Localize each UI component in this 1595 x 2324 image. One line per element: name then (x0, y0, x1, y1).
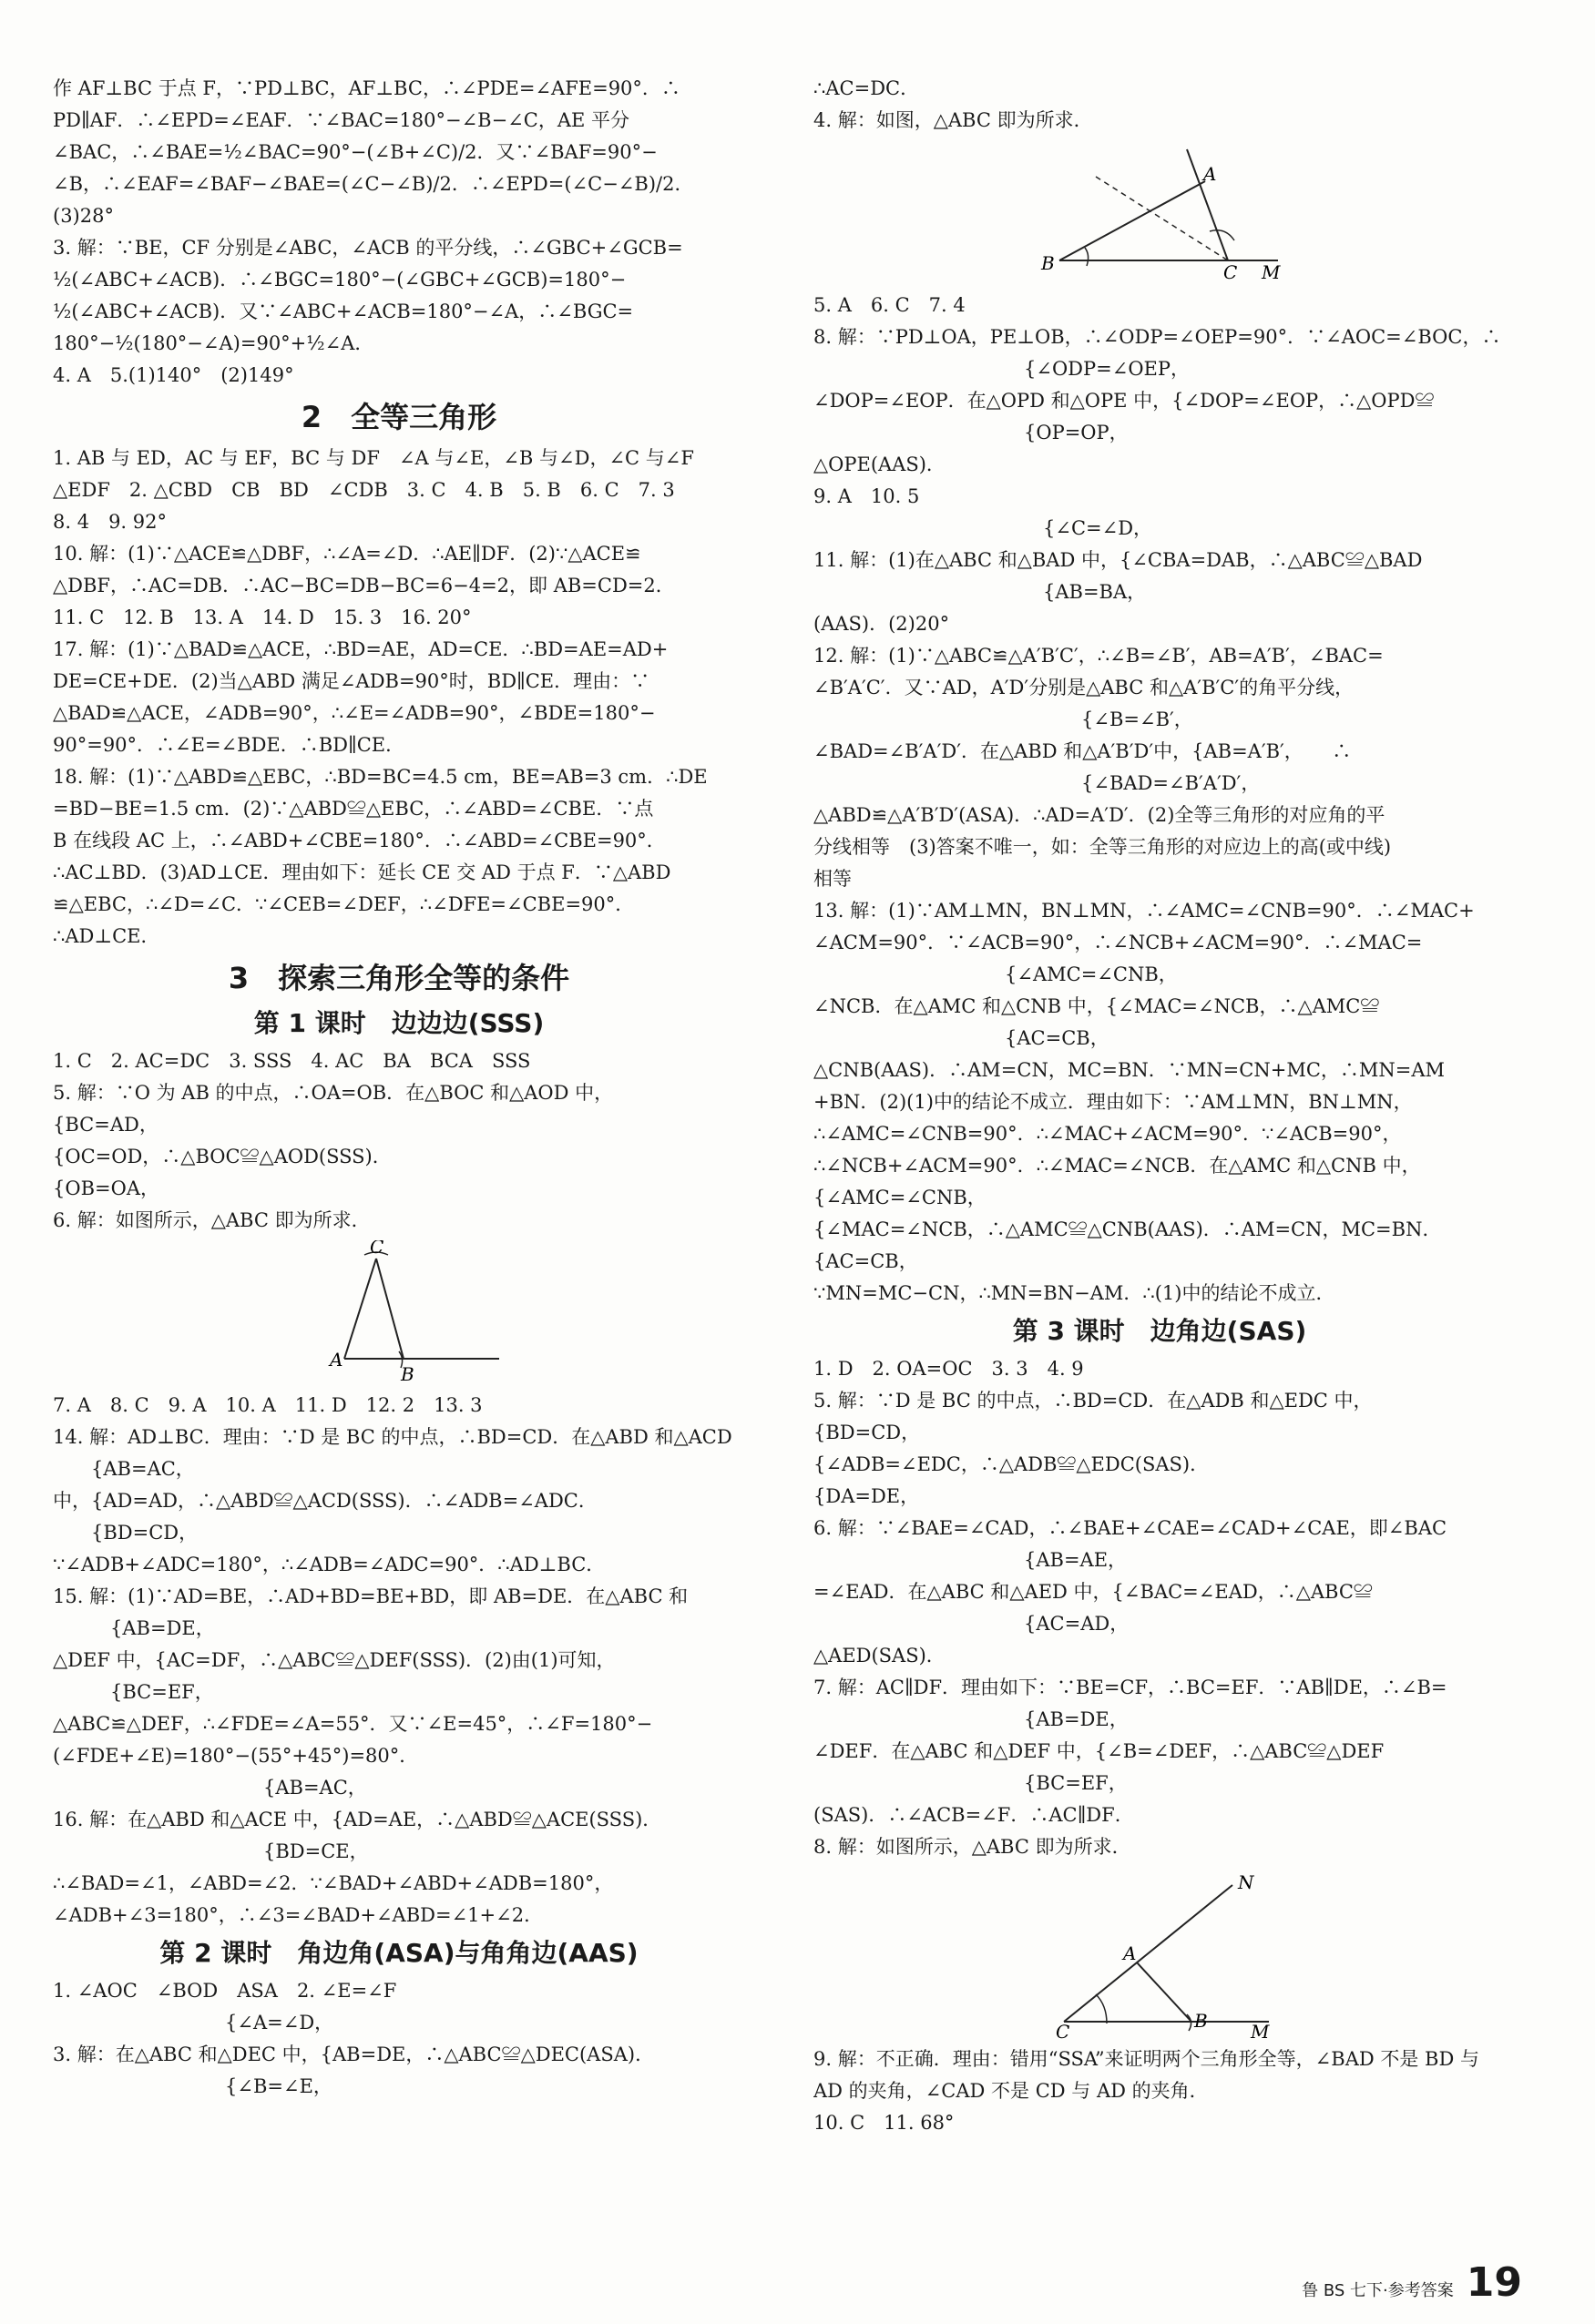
vertex-label: B (1194, 2010, 1208, 2032)
answer-line: 3. 解：∵BE，CF 分别是∠ABC，∠ACB 的平分线，∴∠GBC+∠GCB= (53, 237, 683, 259)
answer-line: AD 的夹角，∠CAD 不是 CD 与 AD 的夹角． (813, 2080, 1209, 2102)
answer-line: 分线相等 (3)答案不唯一，如：全等三角形的对应边上的高(或中线) (813, 836, 1392, 858)
answer-line: {∠ODP=∠OEP， (813, 358, 1191, 380)
answer-line: △BAD≌△ACE，∠ADB=90°，∴∠E=∠ADB=90°，∠BDE=180°− (53, 702, 656, 724)
answer-line: 5. 解：∵O 为 AB 的中点，∴OA=OB．在△BOC 和△AOD 中， (53, 1082, 614, 1104)
figure-triangle-abc (53, 1237, 745, 1390)
answer-block (813, 2044, 1506, 2139)
answer-line: 10. C 11. 68° (813, 2112, 955, 2134)
answer-line: 5. A 6. C 7. 4 (813, 294, 966, 316)
answer-line: {AB=AE， (813, 1549, 1128, 1571)
lesson-title: 第 1 课时 边边边(SSS) (253, 1008, 545, 1038)
answer-line: 12. 解：(1)∵△ABC≌△A′B′C′，∴∠B=∠B′，AB=A′B′，∠BAC= (813, 645, 1384, 667)
construction-figure (1023, 140, 1296, 286)
answer-block (813, 290, 1506, 1310)
answer-line: △EDF 2. △CBD CB BD ∠CDB 3. C 4. B 5. B 6. C 7. 3 (53, 479, 675, 501)
answer-line: △AED(SAS)． (813, 1645, 946, 1667)
answer-line: ∠B，∴∠EAF=∠BAF−∠BAE=(∠C−∠B)/2．∴∠EPD=(∠C−∠B)/2． (53, 173, 694, 195)
section-title: 3 探索三角形全等的条件 (228, 961, 570, 995)
answer-line: 6. 解：∵∠BAE=∠CAD，∴∠BAE+∠CAE=∠CAD+∠CAE，即∠BAC (813, 1517, 1447, 1539)
answer-line: {∠MAC=∠NCB，∴△AMC≌△CNB(AAS)．∴AM=CN，MC=BN． (813, 1218, 1442, 1240)
answer-line: {∠ADB=∠EDC，∴△ADB≌△EDC(SAS)． (813, 1453, 1210, 1475)
answer-line: (∠FDE+∠E)=180°−(55°+45°)=80°． (53, 1745, 419, 1767)
answer-line: +BN．(2)(1)中的结论不成立．理由如下：∵AM⊥MN，BN⊥MN， (813, 1091, 1413, 1113)
answer-line: 4. 解：如图，△ABC 即为所求． (813, 109, 1093, 131)
vertex-label: C (370, 1240, 384, 1258)
answer-line: 4. A 5.(1)140° (2)149° (53, 364, 294, 386)
answer-line: △DBF，∴AC=DB．∴AC−BC=DB−BC=6−4=2，即 AB=CD=2． (53, 575, 675, 596)
answer-line: 1. D 2. OA=OC 3. 3 4. 9 (813, 1358, 1084, 1380)
figure-angle-construction (813, 137, 1506, 290)
answer-line: 16. 解：在△ABD 和△ACE 中，{AD=AE，∴△ABD≌△ACE(SSS)． (53, 1809, 662, 1830)
answer-line: △ABD≌△A′B′D′(ASA)．∴AD=A′D′．(2)全等三角形的对应角的平 (813, 804, 1385, 826)
answer-block (813, 1353, 1506, 1863)
answer-line: {∠B=∠B′， (813, 708, 1193, 730)
answer-line: =∠EAD．在△ABC 和△AED 中，{∠BAC=∠EAD，∴△ABC≌ (813, 1581, 1373, 1603)
answer-line: 7. A 8. C 9. A 10. A 11. D 12. 2 13. 3 (53, 1394, 483, 1416)
vertex-label: M (1251, 2021, 1270, 2040)
answer-line: =BD−BE=1.5 cm．(2)∵△ABD≌△EBC，∴∠ABD=∠CBE．∵点 (53, 798, 654, 820)
answer-line: ∠BAD=∠B′A′D′．在△ABD 和△A′B′D′中，{AB=A′B′， ∴ (813, 740, 1352, 762)
answer-line: {OC=OD，∴△BOC≌△AOD(SSS)． (53, 1146, 392, 1167)
vertex-label: B (1041, 252, 1055, 274)
vertex-label: A (330, 1349, 343, 1371)
answer-line: PD∥AF．∴∠EPD=∠EAF．∵∠BAC=180°−∠B−∠C，AE 平分 (53, 109, 630, 131)
vertex-label: A (1203, 163, 1217, 185)
answer-line: ∠ADB+∠3=180°，∴∠3=∠BAD+∠ABD=∠1+∠2． (53, 1904, 544, 1926)
answer-line: {BD=CD， (813, 1422, 921, 1443)
answer-line: {BD=CD， (53, 1522, 199, 1544)
left-column (53, 73, 745, 2103)
answer-line: {∠AMC=∠CNB， (813, 1187, 987, 1208)
answer-line: 15. 解：(1)∵AD=BE，∴AD+BD=BE+BD，即 AB=DE．在△ABC 和 (53, 1585, 689, 1607)
answer-block (53, 73, 745, 392)
answer-line: {OB=OA， (53, 1177, 159, 1199)
answer-line: ∴AC⊥BD．(3)AD⊥CE．理由如下：延长 CE 交 AD 于点 F．∵△ABD (53, 861, 671, 883)
answer-line: 6. 解：如图所示，△ABC 即为所求． (53, 1209, 371, 1231)
answer-line: 9. A 10. 5 (813, 485, 920, 507)
answer-line: {∠A=∠D， (53, 2012, 334, 2034)
answer-block (53, 1390, 745, 1932)
answer-block (53, 443, 745, 953)
triangle-figure (290, 1240, 508, 1386)
answer-line: (SAS)．∴∠ACB=∠F．∴AC∥DF． (813, 1804, 1134, 1826)
vertex-label: N (1238, 1871, 1254, 1893)
answer-line: 13. 解：(1)∵AM⊥MN，BN⊥MN，∴∠AMC=∠CNB=90°．∴∠MAC+ (813, 900, 1475, 922)
answer-line: 5. 解：∵D 是 BC 的中点，∴BD=CD．在△ADB 和△EDC 中， (813, 1390, 1373, 1412)
answer-line: {BC=AD， (53, 1114, 158, 1136)
answer-line: 10. 解：(1)∵△ACE≌△DBF，∴∠A=∠D．∴AE∥DF．(2)∵△ACE≌ (53, 543, 641, 565)
lesson-title: 第 3 课时 边角边(SAS) (1012, 1316, 1307, 1346)
answer-line: 18. 解：(1)∵△ABD≌△EBC，∴BD=BC=4.5 cm，BE=AB=3 cm．∴DE (53, 766, 708, 788)
answer-line: △DEF 中，{AC=DF，∴△ABC≌△DEF(SSS)．(2)由(1)可知， (53, 1649, 616, 1671)
answer-line: {AB=DE， (813, 1708, 1129, 1730)
answer-line: (AAS)．(2)20° (813, 613, 950, 635)
answer-line: 作 AF⊥BC 于点 F，∵PD⊥BC，AF⊥BC，∴∠PDE=∠AFE=90°．∴ (53, 77, 680, 99)
answer-line: ≌△EBC，∴∠D=∠C．∵∠CEB=∠DEF，∴∠DFE=∠CBE=90°． (53, 893, 635, 915)
construction-figure (1023, 1867, 1296, 2040)
answer-line: ∵∠ADB+∠ADC=180°，∴∠ADB=∠ADC=90°．∴AD⊥BC． (53, 1554, 606, 1575)
answer-line: 1. AB 与 ED，AC 与 EF，BC 与 DF ∠A 与∠E，∠B 与∠D，∠C 与∠F (53, 447, 694, 469)
lesson-title: 第 2 课时 角边角(ASA)与角角边(AAS) (159, 1938, 639, 1968)
answer-line: 1. C 2. AC=DC 3. SSS 4. AC BA BCA SSS (53, 1050, 531, 1072)
answer-line: △CNB(AAS)．∴AM=CN，MC=BN．∵MN=CN+MC，∴MN=AM (813, 1059, 1446, 1081)
answer-line: ∴∠AMC=∠CNB=90°．∴∠MAC+∠ACM=90°．∵∠ACB=90°， (813, 1123, 1402, 1145)
answer-line: {∠B=∠E， (53, 2075, 332, 2097)
answer-line: (3)28° (53, 205, 114, 227)
answer-line: 8. 解：如图所示，△ABC 即为所求． (813, 1836, 1131, 1858)
section-title: 2 全等三角形 (301, 400, 497, 434)
answer-line: ∠ACM=90°．∵∠ACB=90°，∴∠NCB+∠ACM=90°．∴∠MAC= (813, 932, 1423, 953)
answer-line: 90°=90°．∴∠E=∠BDE．∴BD∥CE． (53, 734, 405, 756)
answer-line: ∠NCB．在△AMC 和△CNB 中，{∠MAC=∠NCB，∴△AMC≌ (813, 995, 1380, 1017)
answer-line: {AB=AC， (53, 1458, 195, 1480)
answer-block (813, 73, 1506, 137)
answer-line: ∴AC=DC． (813, 77, 920, 99)
answer-line: 相等 (813, 868, 852, 890)
answer-line: {AC=AD， (813, 1613, 1130, 1635)
right-column (813, 73, 1506, 2139)
answer-line: ∴∠NCB+∠ACM=90°．∴∠MAC=∠NCB．在△AMC 和△CNB 中， (813, 1155, 1421, 1177)
answer-line: ∠B′A′C′．又∵AD，A′D′分别是△ABC 和△A′B′C′的角平分线， (813, 677, 1355, 698)
answer-line: ∠DOP=∠EOP．在△OPD 和△OPE 中，{∠DOP=∠EOP，∴△OPD≌ (813, 390, 1435, 412)
vertex-label: C (1223, 261, 1238, 283)
vertex-label: B (401, 1363, 414, 1385)
answer-block (53, 1975, 745, 2103)
vertex-label: A (1123, 1942, 1137, 1964)
vertex-label: C (1056, 2021, 1070, 2040)
answer-line: {∠BAD=∠B′A′D′， (813, 772, 1261, 794)
page-number: 19 (1466, 2259, 1522, 2306)
answer-line: {DA=DE， (813, 1485, 920, 1507)
answer-line: {AB=BA， (813, 581, 1147, 603)
answer-line: 1. ∠AOC ∠BOD ASA 2. ∠E=∠F (53, 1980, 397, 2002)
answer-line: 11. C 12. B 13. A 14. D 15. 3 16. 20° (53, 606, 472, 628)
answer-line: {AC=CB， (813, 1027, 1109, 1049)
answer-line: ∠DEF．在△ABC 和△DEF 中，{∠B=∠DEF，∴△ABC≌△DEF (813, 1740, 1385, 1762)
figure-sas-construction (813, 1863, 1506, 2044)
answer-line: ½(∠ABC+∠ACB)．又∵∠ABC+∠ACB=180°−∠A，∴∠BGC= (53, 301, 634, 322)
answer-line: {BD=CE， (53, 1840, 369, 1862)
answer-line: △OPE(AAS)． (813, 454, 946, 475)
vertex-label: M (1262, 261, 1281, 283)
answer-line: 14. 解：AD⊥BC．理由：∵D 是 BC 的中点，∴BD=CD．在△ABD 和△ACD (53, 1426, 732, 1448)
answer-line: ∴∠BAD=∠1，∠ABD=∠2．∵∠BAD+∠ABD+∠ADB=180°， (53, 1872, 614, 1894)
answer-line: 17. 解：(1)∵△BAD≌△ACE，∴BD=AE，AD=CE．∴BD=AE=AD+ (53, 638, 669, 660)
answer-line: {OP=OP， (813, 422, 1129, 443)
answer-line: 9. 解：不正确．理由：错用“SSA”来证明两个三角形全等，∠BAD 不是 BD 与 (813, 2048, 1479, 2070)
answer-line: ∵MN=MC−CN，∴MN=BN−AM．∴(1)中的结论不成立． (813, 1282, 1335, 1304)
answer-line: {AB=AC， (53, 1777, 367, 1799)
answer-line: 3. 解：在△ABC 和△DEC 中，{AB=DE，∴△ABC≌△DEC(ASA)． (53, 2044, 655, 2065)
answer-line: DE=CE+DE．(2)当△ABD 满足∠ADB=90°时，BD∥CE．理由：∵ (53, 670, 650, 692)
answer-line: B 在线段 AC 上，∴∠ABD+∠CBE=180°．∴∠ABD=∠CBE=90°． (53, 830, 666, 851)
answer-line: ∴AD⊥CE． (53, 925, 160, 947)
answer-line: {AC=CB， (813, 1250, 918, 1272)
answer-line: △ABC≌△DEF，∴∠FDE=∠A=55°．又∵∠E=45°，∴∠F=180°− (53, 1713, 653, 1735)
answer-line: 中，{AD=AD，∴△ABD≌△ACD(SSS)．∴∠ADB=∠ADC． (53, 1490, 598, 1512)
answer-line: 8. 解：∵PD⊥OA，PE⊥OB，∴∠ODP=∠OEP=90°．∵∠AOC=∠BOC，∴ (813, 326, 1501, 348)
page-footer (1302, 2259, 1522, 2306)
answer-line: {AB=DE， (53, 1617, 215, 1639)
answer-line: {BC=EF， (813, 1772, 1128, 1794)
answer-line: 180°−½(180°−∠A)=90°+½∠A． (53, 332, 374, 354)
answer-line: 11. 解：(1)在△ABC 和△BAD 中，{∠CBA=DAB，∴△ABC≌△BAD (813, 549, 1423, 571)
footer-label: 鲁 BS 七下·参考答案 (1302, 2281, 1454, 2300)
answer-line: 8. 4 9. 92° (53, 511, 168, 533)
answer-line: ½(∠ABC+∠ACB)．∴∠BGC=180°−(∠GBC+∠GCB)=180°− (53, 269, 627, 290)
answer-line: {∠C=∠D， (813, 517, 1153, 539)
answer-line: ∠BAC，∴∠BAE=½∠BAC=90°−(∠B+∠C)/2．又∵∠BAF=90°− (53, 141, 658, 163)
answer-line: 7. 解：AC∥DF．理由如下：∵BE=CF，∴BC=EF．∵AB∥DE，∴∠B= (813, 1677, 1447, 1698)
answer-line: {∠AMC=∠CNB， (813, 963, 1178, 985)
answer-line: {BC=EF， (53, 1681, 214, 1703)
answer-block (53, 1045, 745, 1237)
